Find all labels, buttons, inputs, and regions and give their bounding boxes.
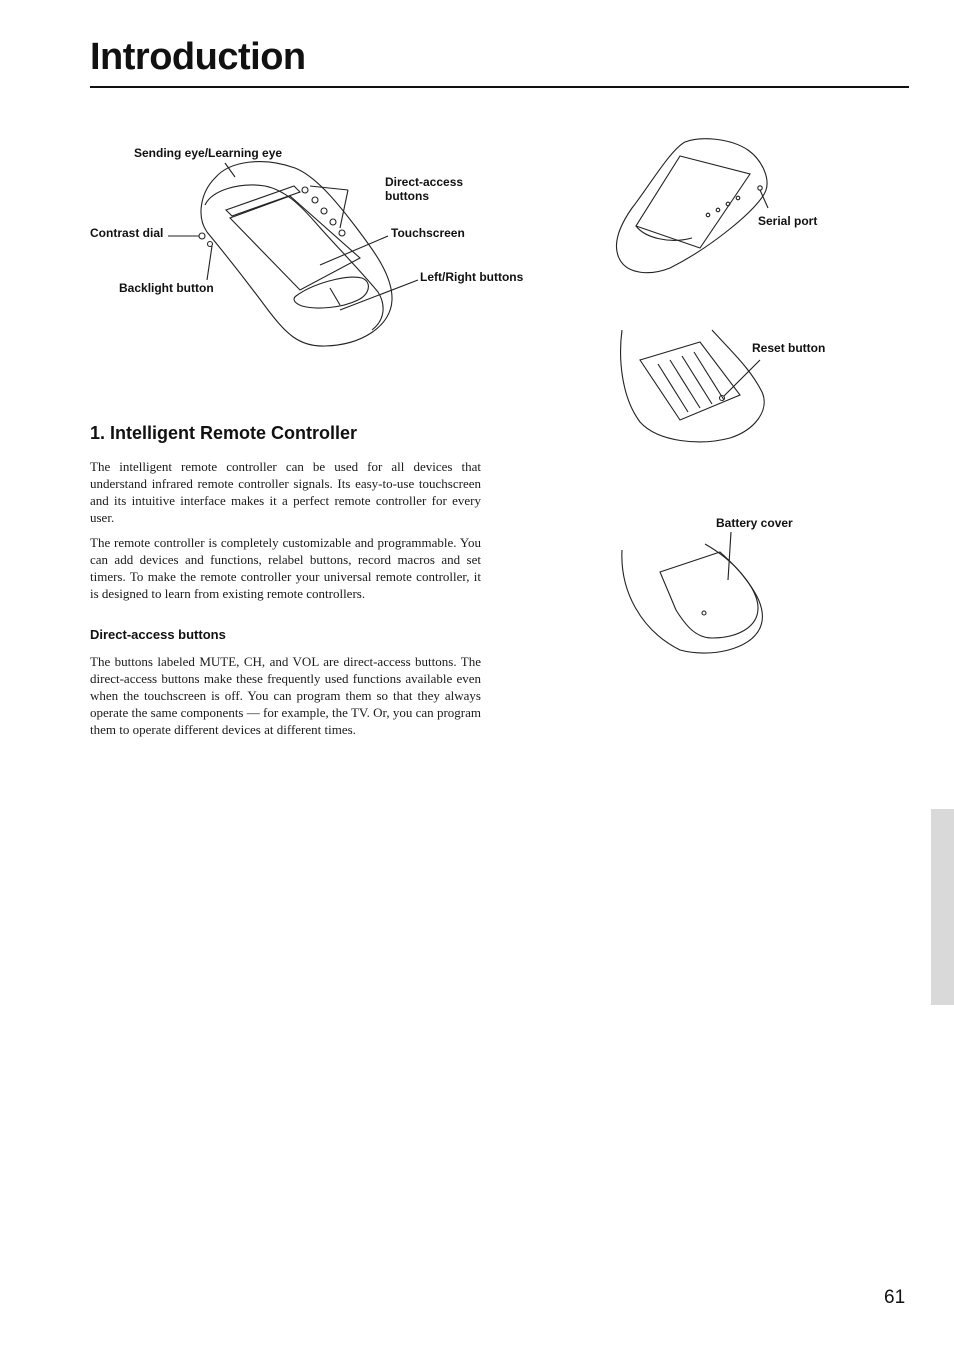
remote-serial-screen [636,156,750,248]
remote-reset-body [621,330,765,442]
paragraph-2: The remote controller is completely customizable and programmable. You can add devices and functions, relabel buttons, record macros and set timers. To make the remote controller your universal remote controller, it is designed to learn from existing remote controllers. [90,535,481,601]
remote-main-drawing [0,0,560,380]
remote-serial-illustration [600,130,860,280]
remote-reset-drawing [600,320,860,450]
label-touchscreen: Touchscreen [391,226,465,240]
section-heading: 1. Intelligent Remote Controller [90,423,358,443]
remote-serial-drawing [600,130,860,280]
label-sending-eye: Sending eye/Learning eye [134,146,283,160]
battery-cover-shape [660,552,758,638]
remote-battery-body [622,544,763,653]
direct-access-button-4 [330,219,336,225]
remote-main-illustration [0,0,560,380]
battery-compartment [640,342,740,420]
remote-battery-cover-illustration [600,510,860,660]
label-contrast-dial: Contrast dial [90,226,164,240]
direct-access-button-2 [312,197,318,203]
serial-port-shape [758,186,762,190]
page-title: Introduction [90,36,306,78]
label-direct-access-line2: buttons [385,189,429,203]
label-battery-cover: Battery cover [716,516,793,530]
direct-access-button-1 [302,187,308,193]
direct-access-button-5 [339,230,345,236]
paragraph-1: The intelligent remote controller can be used for all devices that understand infrared remote controller signals. Its easy-to-use touchscreen and its intuitive interface makes it a perfect remote controller for every user. [90,459,481,525]
remote-battery-cover-drawing [600,510,860,660]
label-serial-port: Serial port [758,214,818,228]
backlight-button-shape [208,242,213,247]
label-direct-access-line1: Direct-access [385,175,464,189]
paragraph-direct-access: The buttons labeled MUTE, CH, and VOL are direct-access buttons. The direct-access buttons make these frequently used functions available even when the touchscreen is off. You can program them so that they always operate the same components — for example, the TV. Or, you can program them to operate different devices at different times. [90,654,481,737]
page-number: 61 [884,1287,906,1308]
label-reset-button: Reset button [752,341,826,355]
side-tab [931,809,954,1005]
subsection-heading: Direct-access buttons [90,627,226,642]
label-left-right-buttons: Left/Right buttons [420,270,524,284]
remote-reset-illustration [600,320,860,450]
direct-access-button-3 [321,208,327,214]
contrast-dial-shape [199,233,205,239]
label-backlight-button: Backlight button [119,281,214,295]
